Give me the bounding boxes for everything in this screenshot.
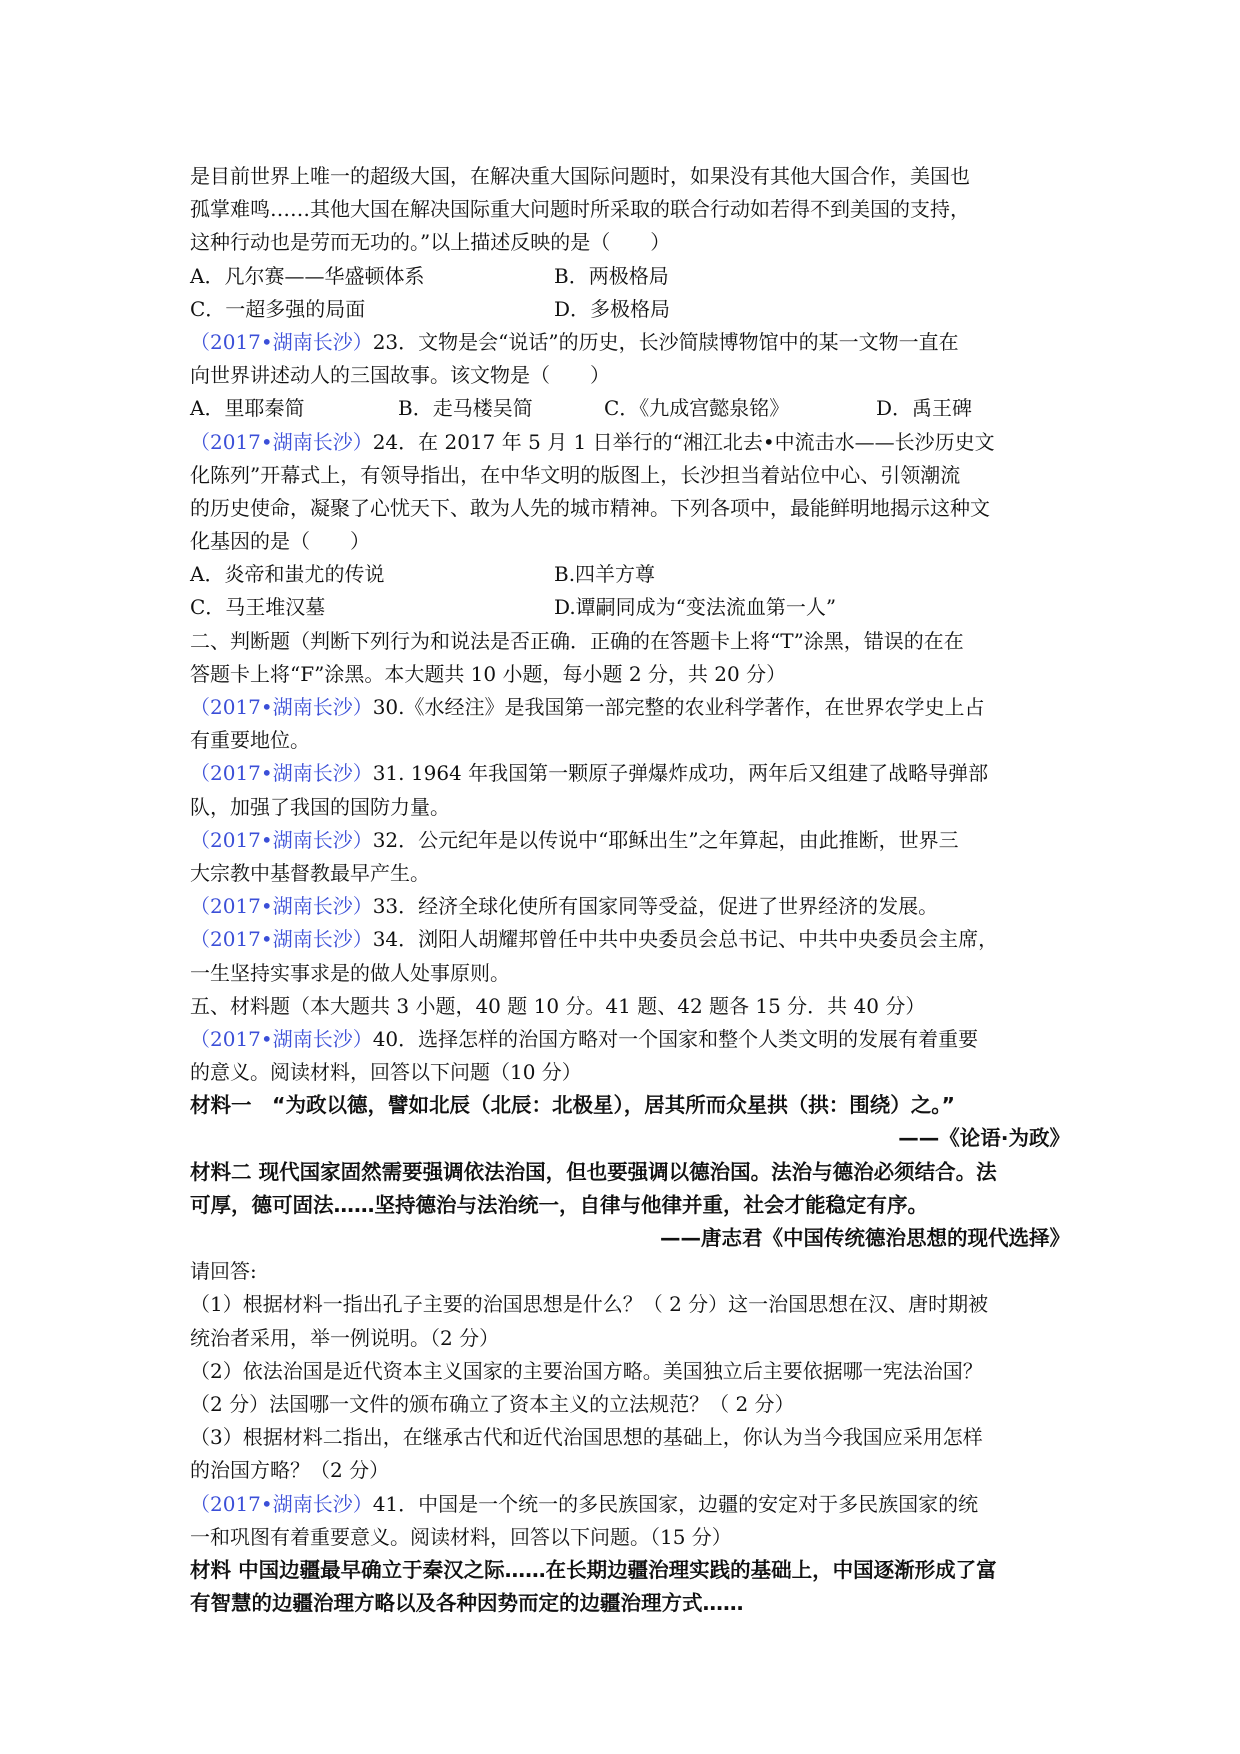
question-31 bbox=[190, 757, 1070, 823]
question-24-options-row-1 bbox=[190, 558, 1070, 591]
text-line: 这种行动也是劳而无功的。”以上描述反映的是（ ） bbox=[190, 230, 671, 255]
text-line: 有重要地位。 bbox=[190, 728, 310, 753]
sub-question: （2）依法治国是近代资本主义国家的主要治国方略。美国独立后主要依据哪一宪法治国？ bbox=[190, 1358, 983, 1383]
text-line: 一和巩图有着重要意义。阅读材料，回答以下问题。（15 分） bbox=[190, 1524, 732, 1549]
text-line bbox=[190, 691, 1070, 724]
text-line: 孤掌难鸣……其他大国在解决国际重大问题时所采取的联合行动如若得不到美国的支持， bbox=[190, 197, 970, 222]
question-30 bbox=[190, 691, 1070, 757]
option-b: B．两极格局 bbox=[554, 263, 669, 288]
material-2-citation: ——唐志君《中国传统德治思想的现代选择》 bbox=[660, 1226, 1070, 1250]
sub-question: 统治者采用，举一例说明。（2 分） bbox=[190, 1325, 500, 1350]
text-line: 的意义。阅读材料，回答以下问题（10 分） bbox=[190, 1060, 582, 1085]
question-source: （2017•湖南长沙） bbox=[190, 429, 373, 454]
section-5-heading: 五、材料题（本大题共 3 小题，40 题 10 分。41 题、42 题各 15 分．共 40 分） bbox=[190, 993, 926, 1018]
sub-question: （3）根据材料二指出，在继承古代和近代治国思想的基础上，你认为当今我国应采用怎样 bbox=[190, 1425, 983, 1450]
material-2: 可厚，德可固法……坚持德治与法治统一，自律与他律并重，社会才能稳定有序。 bbox=[190, 1192, 928, 1217]
question-text: 40．选择怎样的治国方略对一个国家和整个人类文明的发展有着重要 bbox=[372, 1026, 979, 1051]
question-23 bbox=[190, 326, 1070, 426]
option-c: C．《九成宫懿泉铭》 bbox=[604, 396, 790, 421]
question-41 bbox=[190, 1488, 1070, 1621]
option-a: A．凡尔赛——华盛顿体系 bbox=[190, 263, 425, 288]
text-line bbox=[190, 824, 1070, 857]
material-2: 材料二 现代国家固然需要强调依法治国，但也要强调以德治国。法治与德治必须结合。法 bbox=[190, 1159, 997, 1184]
text-line: 队，加强了我国的国防力量。 bbox=[190, 794, 450, 819]
text-line: 向世界讲述动人的三国故事。该文物是（ ） bbox=[190, 363, 610, 388]
question-22-options-row-1 bbox=[190, 260, 1070, 293]
text-line: 二、判断题（判断下列行为和说法是否正确．正确的在答题卡上将“T”涂黑，错误的在在 bbox=[190, 628, 964, 653]
text-line bbox=[190, 890, 1070, 923]
question-22-options-row-2 bbox=[190, 293, 1070, 326]
text-line: 化基因的是（ ） bbox=[190, 529, 370, 554]
option-d: D．多极格局 bbox=[554, 296, 671, 321]
question-text: 41．中国是一个统一的多民族国家，边疆的安定对于多民族国家的统 bbox=[372, 1491, 979, 1516]
question-34 bbox=[190, 923, 1070, 989]
question-text: 34．浏阳人胡耀邦曾任中共中央委员会总书记、中共中央委员会主席， bbox=[372, 927, 999, 952]
sub-question: （1）根据材料一指出孔子主要的治国思想是什么？（ 2 分）这一治国思想在汉、唐时期被 bbox=[190, 1292, 989, 1317]
sub-question: （2 分）法国哪一文件的颁布确立了资本主义的立法规范？（ 2 分） bbox=[190, 1391, 795, 1416]
question-23-options bbox=[190, 392, 1070, 425]
question-source: （2017•湖南长沙） bbox=[190, 827, 373, 852]
question-source: （2017•湖南长沙） bbox=[190, 1026, 373, 1051]
question-source: （2017•湖南长沙） bbox=[190, 894, 373, 919]
text-line: 是目前世界上唯一的超级大国，在解决重大国际问题时，如果没有其他大国合作，美国也 bbox=[190, 164, 970, 188]
option-b: B.四羊方尊 bbox=[554, 562, 656, 587]
option-a: A．里耶秦简 bbox=[190, 396, 305, 421]
question-text: 30.《水经注》是我国第一部完整的农业科学著作，在世界农学史上占 bbox=[372, 695, 985, 719]
sub-question: 的治国方略？（2 分） bbox=[190, 1458, 390, 1483]
question-40 bbox=[190, 1023, 1070, 1488]
question-source: （2017•湖南长沙） bbox=[190, 695, 373, 719]
question-24-options-row-2 bbox=[190, 591, 1070, 624]
question-text: 24．在 2017 年 5 月 1 日举行的“湘江北去•中流击水——长沙历史文 bbox=[372, 429, 995, 454]
text-line bbox=[190, 923, 1070, 956]
section-2-heading bbox=[190, 625, 1070, 691]
option-d: D．禹王碑 bbox=[876, 396, 973, 421]
text-line: 化陈列”开幕式上，有领导指出，在中华文明的版图上，长沙担当着站位中心、引领潮流 bbox=[190, 462, 961, 487]
text-line bbox=[190, 1023, 1070, 1056]
question-22-stem bbox=[190, 160, 1070, 260]
option-c: C．马王堆汉墓 bbox=[190, 595, 326, 620]
text-line: 答题卡上将“F”涂黑。本大题共 10 小题，每小题 2 分，共 20 分） bbox=[190, 661, 787, 686]
text-line: 一生坚持实事求是的做人处事原则。 bbox=[190, 960, 510, 985]
document-page bbox=[190, 160, 1070, 1620]
material-1: 材料一 “为政以德，譬如北辰（北辰：北极星），居其所而众星拱（拱：围绕）之。” bbox=[190, 1093, 955, 1118]
text-line bbox=[190, 1488, 1070, 1521]
text-line: 大宗教中基督教最早产生。 bbox=[190, 860, 430, 885]
question-text: 32．公元纪年是以传说中“耶稣出生”之年算起，由此推断，世界三 bbox=[372, 827, 959, 852]
option-a: A．炎帝和蚩尤的传说 bbox=[190, 562, 385, 587]
text-line bbox=[190, 426, 1070, 459]
question-text: 23．文物是会“说话”的历史，长沙简牍博物馆中的某一文物一直在 bbox=[372, 329, 959, 354]
answer-prompt: 请回答: bbox=[190, 1259, 257, 1284]
material: 材料 中国边疆最早确立于秦汉之际……在长期边疆治理实践的基础上，中国逐渐形成了富 bbox=[190, 1557, 997, 1582]
text-line bbox=[190, 326, 1070, 359]
question-32 bbox=[190, 824, 1070, 890]
option-c: C．一超多强的局面 bbox=[190, 296, 366, 321]
question-text: 33．经济全球化使所有国家同等受益，促进了世界经济的发展。 bbox=[372, 894, 939, 919]
question-source: （2017•湖南长沙） bbox=[190, 329, 373, 354]
question-source: （2017•湖南长沙） bbox=[190, 761, 373, 786]
material: 有智慧的边疆治理方略以及各种因势而定的边疆治理方式…… bbox=[190, 1591, 744, 1616]
option-b: B．走马楼吴简 bbox=[398, 396, 533, 421]
question-source: （2017•湖南长沙） bbox=[190, 1491, 373, 1516]
text-line bbox=[190, 757, 1070, 790]
question-text: 31. 1964 年我国第一颗原子弹爆炸成功，两年后又组建了战略导弹部 bbox=[372, 761, 989, 786]
material-1-citation: ——《论语·为政》 bbox=[898, 1126, 1070, 1151]
question-source: （2017•湖南长沙） bbox=[190, 927, 373, 952]
question-33 bbox=[190, 890, 1070, 923]
option-d: D.谭嗣同成为“变法流血第一人” bbox=[554, 595, 837, 620]
text-line: 的历史使命，凝聚了心忧天下、敢为人先的城市精神。下列各项中，最能鲜明地揭示这种文 bbox=[190, 495, 990, 520]
question-24 bbox=[190, 426, 1070, 625]
